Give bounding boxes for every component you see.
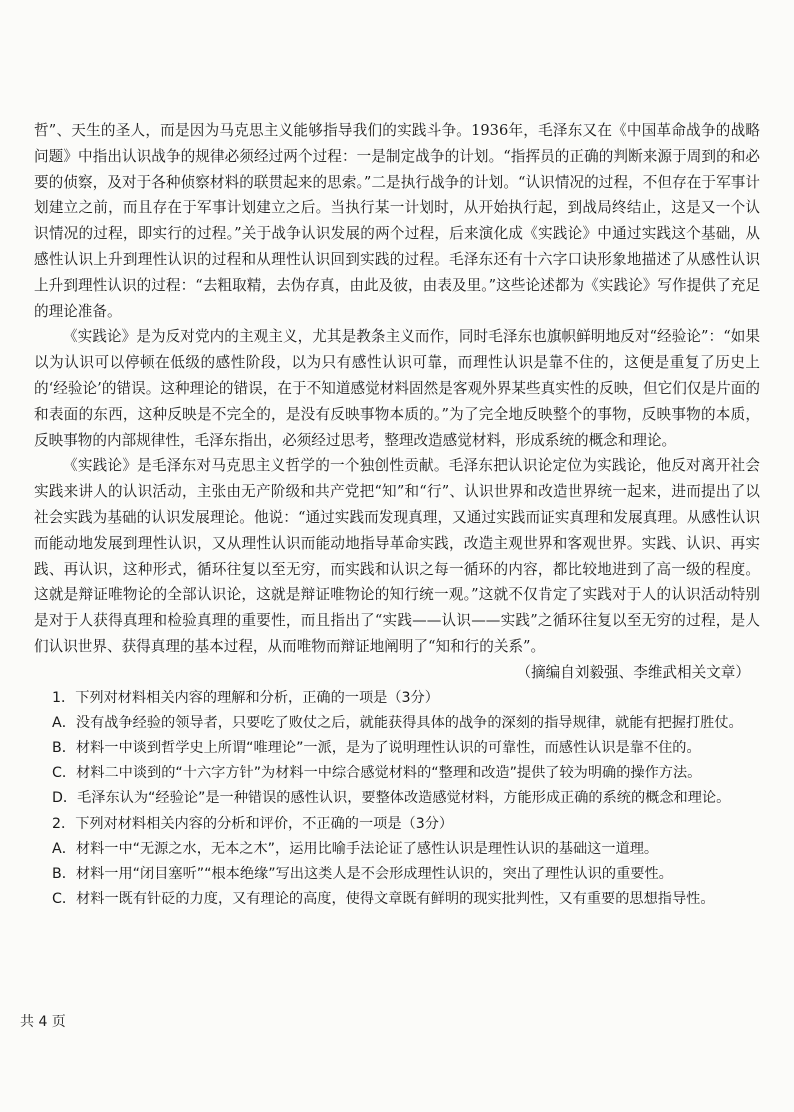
source-citation: （摘编自刘毅强、李维武相关文章） xyxy=(516,663,750,681)
question-1 xyxy=(34,686,760,812)
question-2 xyxy=(34,812,760,913)
question-2-option-b: B．材料一用“闭目塞听”“根本绝缘”写出这类人是不会形成理性认识的，突出了理性认识的重要性。 xyxy=(52,865,673,882)
page-count-footer: 共 4 页 xyxy=(20,1014,66,1030)
question-1-option-d: D．毛泽东认为“经验论”是一种错误的感性认识，要整体改造感觉材料，方能形成正确的系统的概念和理论。 xyxy=(52,790,731,807)
question-1-option-c: C．材料二中谈到的“十六字方针”为材料一中综合感觉材料的“整理和改造”提供了较为明确的操作方法。 xyxy=(52,765,702,782)
question-2-option-a: A．材料一中“无源之水，无本之木”，运用比喻手法论证了感性认识是理性认识的基础这一道理。 xyxy=(52,840,659,857)
question-2-option-c: C．材料一既有针砭的力度，又有理论的高度，使得文章既有鲜明的现实批判性，又有重要的思想指导性。 xyxy=(52,891,715,908)
question-1-option-b: B．材料一中谈到哲学史上所谓“唯理论”一派，是为了说明理性认识的可靠性，而感性认识是靠不住的。 xyxy=(52,739,701,756)
question-1-option-a: A．没有战争经验的领导者，只要吃了败仗之后，就能获得具体的战争的深刻的指导规律，就能有把握打胜仗。 xyxy=(52,714,743,731)
exam-page xyxy=(34,118,760,912)
passage-paragraph-1: 哲”、天生的圣人，而是因为马克思主义能够指导我们的实践斗争。1936年，毛泽东又在《中国革命战争的战略问题》中指出认识战争的规律必须经过两个过程：一是制定战争的计划。“指挥员的正确的判断来源于周到的和必要的侦察，及对于各种侦察材料的联贯起来的思索。”二是执行战争的计划。“认识情况的过程，不但存在于军事计划建立之前，而且存在于军事计划建立之后。当执行某一计划时，从开始执行起，到战局终结止，这是又一个认识情况的过程，即实行的过程。”关于战争认识发展的两个过程，后来演化成《实践论》中通过实践这个基础，从感性认识上升到理性认识的过程和从理性认识回到实践的过程。毛泽东还有十六字口诀形象地描述了从感性认识上升到理性认识的过程：“去粗取精，去伪存真，由此及彼，由表及里。”这些论述都为《实践论》写作提供了充足的理论准备。 xyxy=(34,122,760,320)
passage-paragraph-3: 《实践论》是毛泽东对马克思主义哲学的一个独创性贡献。毛泽东把认识论定位为实践论，他反对离开社会实践来讲人的认识活动，主张由无产阶级和共产党把“知”和“行”、认识世界和改造世界统一起来，进而提出了以社会实践为基础的认识发展理论。他说：“通过实践而发现真理，又通过实践而证实真理和发展真理。从感性认识而能动地发展到理性认识，又从理性认识而能动地指导革命实践，改造主观世界和客观世界。实践、认识、再实践、再认识，这种形式，循环往复以至无穷，而实践和认识之每一循环的内容，都比较地进到了高一级的程度。这就是辩证唯物论的全部认识论，这就是辩证唯物论的知行统一观。”这就不仅肯定了实践对于人的认识活动特别是对于人获得真理和检验真理的重要性，而且指出了“实践——认识——实践”之循环往复以至无穷的过程，是人们认识世界、获得真理的基本过程，从而唯物而辩证地阐明了“知和行的关系”。 xyxy=(34,457,760,655)
question-1-stem: 1．下列对材料相关内容的理解和分析，正确的一项是（3分） xyxy=(52,689,439,706)
question-2-stem: 2．下列对材料相关内容的分析和评价，不正确的一项是（3分） xyxy=(52,815,454,832)
passage-paragraph-2: 《实践论》是为反对党内的主观主义，尤其是教条主义而作，同时毛泽东也旗帜鲜明地反对“经验论”：“如果以为认识可以停顿在低级的感性阶段，以为只有感性认识可靠，而理性认识是靠不住的，这便是重复了历史上的‘经验论’的错误。这种理论的错误，在于不知道感觉材料固然是客观外界某些真实性的反映，但它们仅是片面的和表面的东西，这种反映是不完全的，是没有反映事物本质的。”为了完全地反映整个的事物，反映事物的本质，反映事物的内部规律性，毛泽东指出，必须经过思考，整理改造感觉材料，形成系统的概念和理论。 xyxy=(34,328,760,449)
